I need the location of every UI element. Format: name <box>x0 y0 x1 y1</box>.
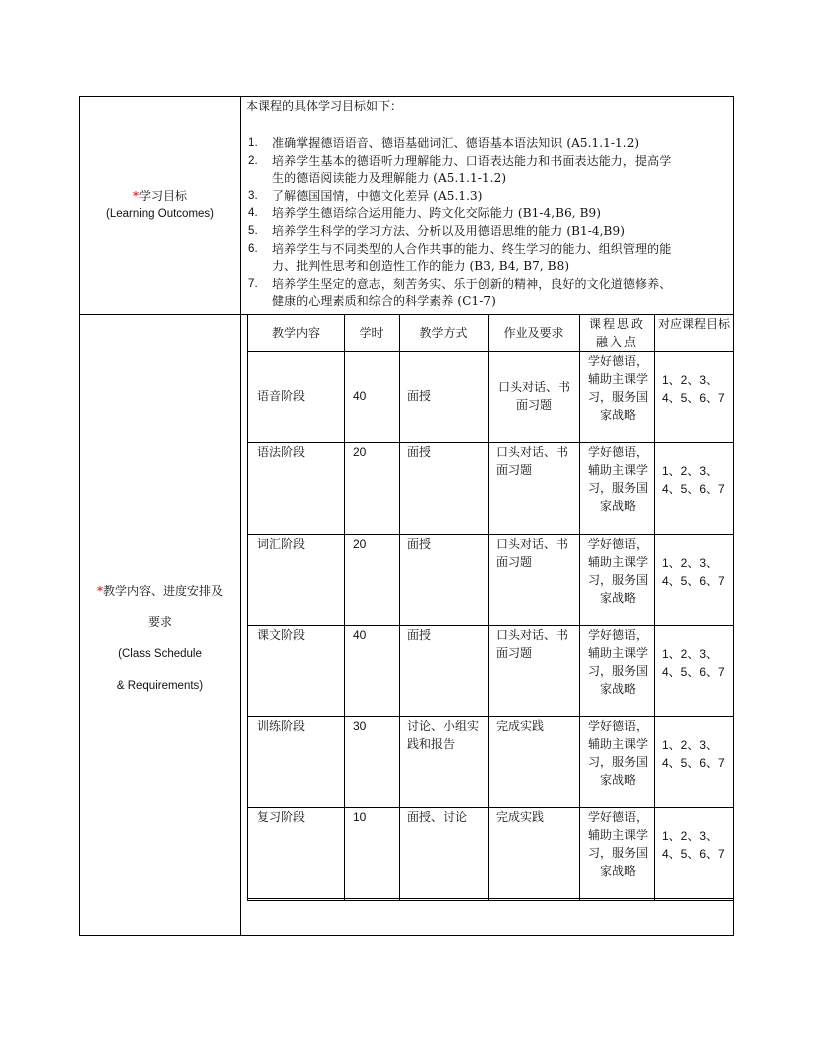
class-schedule-title-2: 要求 <box>147 615 172 629</box>
header-method: 教学方式 <box>419 326 468 340</box>
column-divider <box>240 97 241 935</box>
header-targets: 对应课程目标 <box>657 317 730 331</box>
learning-outcomes-title: 学习目标 <box>138 189 187 203</box>
outcome-item: 1. 准确掌握德语语音、德语基础词汇、德语基本语法知识 (A5.1.1-1.2) <box>248 136 640 150</box>
outcome-item: 2. 培养学生基本的德语听力理解能力、口语表达能力和书面表达能力，提高学 生的德语阅读能力及理解能力 (A5.1.1-1.2) <box>248 153 672 186</box>
outcome-item: 3. 了解德国国情，中德文化差异 (A5.1.3) <box>248 188 483 203</box>
class-schedule-label <box>80 576 240 702</box>
header-hours: 学时 <box>359 326 384 340</box>
outcomes-list <box>246 135 730 311</box>
class-schedule-title-en: (Class Schedule <box>118 648 202 660</box>
schedule-table: 教学内容 学时 教学方式 作业及要求 课程思政融入点 对应课程目标 语音阶段 40 面授 口头对话、书面习题 学好德语，辅助主课学习，服务国家战略 1、2、3、4、5、6、7 语法阶段 20 面授 口头对话、书面习题 学好德语，辅助主课学习，服务国家战略 1、2、3、4、5、6、7 词汇阶段 20 面授 口头对话、书面习题 学好德语，辅助主课学习，服务国家战略 1、2、3、4、5、6、7 课文阶段 40 面授 口头对话、书面习题 学好德语，辅助主课学习，服务国家战略 1、2、3、4、5、6、7 训练阶段 30 讨论、小组实践和报告 完成实践 学好德语，辅助主课学习，服务国家战略 1、2、3、4、5、6、7 复习阶段 10 面授、讨论 完成实践 学好德语，辅助主课学习，服务国家战略 1、2、3、4、5、6、7 <box>247 314 734 901</box>
required-marker: * <box>96 584 103 598</box>
header-homework: 作业及要求 <box>503 326 564 340</box>
outcome-item: 4. 培养学生德语综合运用能力、跨文化交际能力 (B1-4,B6, B9) <box>248 206 602 221</box>
learning-outcomes-title-en: (Learning Outcomes) <box>105 208 215 220</box>
header-content: 教学内容 <box>271 326 320 340</box>
learning-outcomes-label <box>80 188 240 223</box>
outcome-item: 7. 培养学生坚定的意志，刻苦务实、乐于创新的精神，良好的文化道德修养、 健康的心理素质和综合的科学素养 (C1-7) <box>248 276 672 309</box>
outcome-item: 5. 培养学生科学的学习方法、分析以及用德语思维的能力 (B1-4,B9) <box>248 223 625 238</box>
outcome-item: 6. 培养学生与不同类型的人合作共事的能力、终生学习的能力、组织管理的能 力、批判性思考和创造性工作的能力 (B3, B4, B7, B8) <box>248 241 672 274</box>
class-schedule-title: 教学内容、进度安排及 <box>102 584 223 598</box>
required-marker: * <box>132 189 139 203</box>
header-ideology: 课程思政融入点 <box>588 317 645 349</box>
syllabus-table <box>79 96 734 936</box>
outcomes-intro: 本课程的具体学习目标如下： <box>246 99 403 113</box>
class-schedule-title-en-2: & Requirements) <box>116 680 204 692</box>
